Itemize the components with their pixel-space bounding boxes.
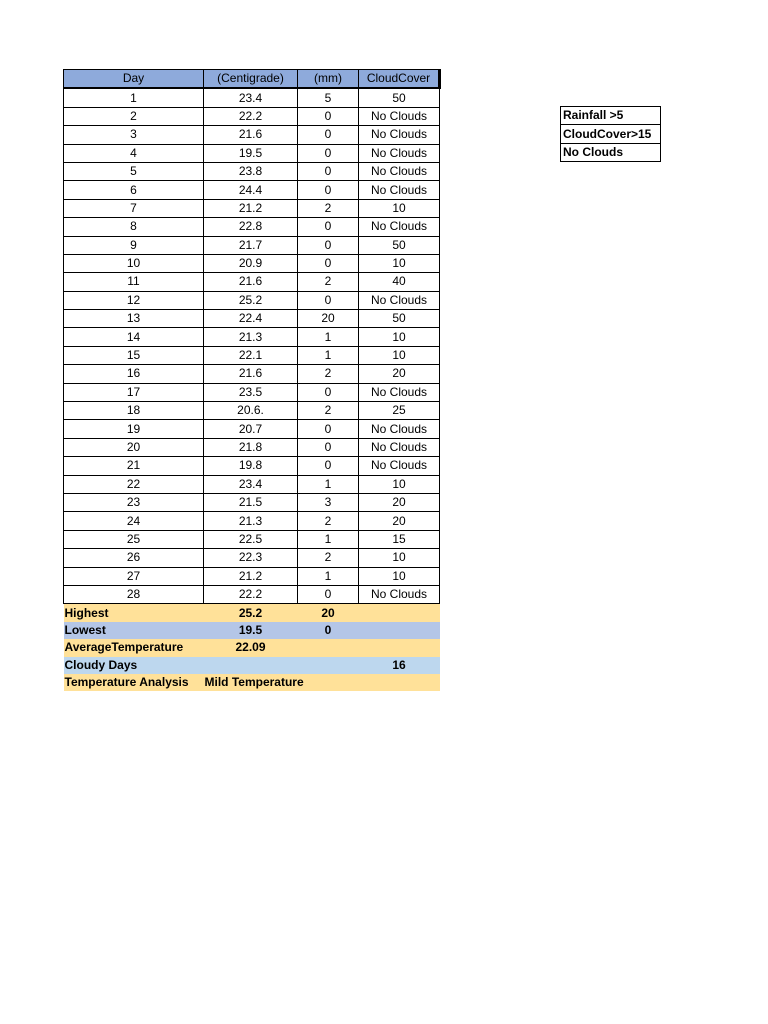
header-temperature[interactable]: (Centigrade) (204, 70, 298, 89)
average-rain[interactable] (298, 639, 359, 656)
day-cell[interactable]: 3 (64, 126, 204, 144)
cloudcover-cell[interactable]: No Clouds (359, 218, 440, 236)
cloudcover-cell[interactable]: 20 (359, 365, 440, 383)
rainfall-cell[interactable]: 3 (298, 493, 359, 511)
day-cell[interactable]: 24 (64, 512, 204, 530)
day-cell[interactable]: 22 (64, 475, 204, 493)
cloudy-temp[interactable] (204, 657, 298, 674)
lowest-label[interactable]: Lowest (64, 622, 204, 639)
average-temp[interactable]: 22.09 (204, 639, 298, 656)
average-cloud[interactable] (359, 639, 440, 656)
rainfall-cell[interactable]: 0 (298, 438, 359, 456)
rainfall-cell[interactable]: 0 (298, 383, 359, 401)
rainfall-cell[interactable]: 1 (298, 530, 359, 548)
day-cell[interactable]: 11 (64, 273, 204, 291)
temperature-cell[interactable]: 21.5 (204, 493, 298, 511)
highest-temp[interactable]: 25.2 (204, 604, 298, 622)
highest-cloud[interactable] (359, 604, 440, 622)
summary-row-cloudy (64, 657, 440, 674)
day-cell[interactable]: 9 (64, 236, 204, 254)
rainfall-cell[interactable]: 0 (298, 107, 359, 125)
table-row (64, 107, 440, 125)
header-cloudcover[interactable]: CloudCover (359, 70, 440, 89)
summary-row-lowest (64, 622, 440, 639)
temperature-cell[interactable]: 19.5 (204, 144, 298, 162)
temperature-cell[interactable]: 22.8 (204, 218, 298, 236)
temperature-cell[interactable]: 20.6. (204, 402, 298, 420)
temperature-cell[interactable]: 21.2 (204, 567, 298, 585)
temperature-cell[interactable]: 21.8 (204, 438, 298, 456)
cloudcover-cell[interactable]: No Clouds (359, 457, 440, 475)
cloudcover-cell[interactable]: No Clouds (359, 107, 440, 125)
cloudcover-cell[interactable]: 40 (359, 273, 440, 291)
day-cell[interactable]: 7 (64, 199, 204, 217)
rainfall-cell[interactable]: 0 (298, 218, 359, 236)
temperature-cell[interactable]: 23.8 (204, 162, 298, 180)
highest-rain[interactable]: 20 (298, 604, 359, 622)
cloudcover-cell[interactable]: 10 (359, 346, 440, 364)
table-row (64, 585, 440, 603)
rainfall-cell[interactable]: 0 (298, 236, 359, 254)
rainfall-cell[interactable]: 0 (298, 291, 359, 309)
average-label[interactable]: AverageTemperature (64, 639, 204, 656)
table-row (64, 420, 440, 438)
table-row (64, 512, 440, 530)
cloudcover-cell[interactable]: 10 (359, 475, 440, 493)
day-cell[interactable]: 20 (64, 438, 204, 456)
temperature-cell[interactable]: 20.7 (204, 420, 298, 438)
temperature-cell[interactable]: 19.8 (204, 457, 298, 475)
rainfall-cell[interactable]: 2 (298, 402, 359, 420)
legend-no-clouds[interactable]: No Clouds (561, 143, 661, 161)
temperature-cell[interactable]: 24.4 (204, 181, 298, 199)
cloudcover-cell[interactable]: 20 (359, 493, 440, 511)
cloudcover-cell[interactable]: 10 (359, 199, 440, 217)
legend-rainfall[interactable]: Rainfall >5 (561, 107, 661, 125)
cloudcover-cell[interactable]: No Clouds (359, 126, 440, 144)
cloudy-count[interactable]: 16 (359, 657, 440, 674)
lowest-rain[interactable]: 0 (298, 622, 359, 639)
cloudcover-cell[interactable]: 25 (359, 402, 440, 420)
day-cell[interactable]: 18 (64, 402, 204, 420)
temperature-cell[interactable]: 21.7 (204, 236, 298, 254)
temperature-cell[interactable]: 22.2 (204, 107, 298, 125)
table-row (64, 475, 440, 493)
cloudcover-cell[interactable]: 15 (359, 530, 440, 548)
rainfall-cell[interactable]: 1 (298, 567, 359, 585)
rainfall-cell[interactable]: 2 (298, 365, 359, 383)
analysis-value[interactable]: Mild Temperature (204, 674, 359, 691)
header-row (64, 70, 440, 89)
cloudcover-cell[interactable]: 50 (359, 88, 440, 107)
analysis-cloud[interactable] (359, 674, 440, 691)
day-cell[interactable]: 19 (64, 420, 204, 438)
day-cell[interactable]: 27 (64, 567, 204, 585)
cloudcover-cell[interactable]: 50 (359, 236, 440, 254)
cloudcover-cell[interactable]: 10 (359, 567, 440, 585)
day-cell[interactable]: 17 (64, 383, 204, 401)
cloudy-rain[interactable] (298, 657, 359, 674)
day-cell[interactable]: 6 (64, 181, 204, 199)
rainfall-cell[interactable]: 5 (298, 88, 359, 107)
rainfall-cell[interactable]: 1 (298, 475, 359, 493)
day-cell[interactable]: 28 (64, 585, 204, 603)
rainfall-cell[interactable]: 20 (298, 310, 359, 328)
temperature-cell[interactable]: 22.2 (204, 585, 298, 603)
table-row (64, 402, 440, 420)
table-row (64, 438, 440, 456)
temperature-cell[interactable]: 21.6 (204, 365, 298, 383)
cloudcover-cell[interactable]: 20 (359, 512, 440, 530)
cloudcover-cell[interactable]: No Clouds (359, 162, 440, 180)
rainfall-cell[interactable]: 1 (298, 346, 359, 364)
temperature-cell[interactable]: 21.3 (204, 328, 298, 346)
summary-body (64, 604, 440, 691)
summary-row-average (64, 639, 440, 656)
rainfall-cell[interactable]: 2 (298, 199, 359, 217)
cloudcover-cell[interactable]: 10 (359, 328, 440, 346)
rainfall-cell[interactable]: 0 (298, 126, 359, 144)
legend-box (560, 106, 661, 162)
cloudcover-cell[interactable]: 10 (359, 549, 440, 567)
rainfall-cell[interactable]: 0 (298, 585, 359, 603)
cloudcover-cell[interactable]: No Clouds (359, 291, 440, 309)
day-cell[interactable]: 15 (64, 346, 204, 364)
rainfall-cell[interactable]: 0 (298, 420, 359, 438)
day-cell[interactable]: 12 (64, 291, 204, 309)
temperature-cell[interactable]: 21.2 (204, 199, 298, 217)
rainfall-cell[interactable]: 0 (298, 144, 359, 162)
summary-row-highest (64, 604, 440, 622)
header-rainfall[interactable]: (mm) (298, 70, 359, 89)
table-row (64, 365, 440, 383)
table-row (64, 457, 440, 475)
table-row (64, 383, 440, 401)
day-cell[interactable]: 16 (64, 365, 204, 383)
temperature-cell[interactable]: 22.3 (204, 549, 298, 567)
temperature-cell[interactable]: 21.6 (204, 126, 298, 144)
table-row (64, 549, 440, 567)
rainfall-cell[interactable]: 2 (298, 512, 359, 530)
table-row (64, 567, 440, 585)
table-row (64, 199, 440, 217)
data-body (64, 88, 440, 603)
temperature-cell[interactable]: 25.2 (204, 291, 298, 309)
day-cell[interactable]: 8 (64, 218, 204, 236)
day-cell[interactable]: 1 (64, 88, 204, 107)
temperature-cell[interactable]: 22.1 (204, 346, 298, 364)
cloudcover-cell[interactable]: 10 (359, 254, 440, 272)
header-day[interactable]: Day (64, 70, 204, 89)
cloudcover-cell[interactable]: 50 (359, 310, 440, 328)
table-row (64, 126, 440, 144)
table-row (64, 530, 440, 548)
analysis-label[interactable]: Temperature Analysis (64, 674, 204, 691)
cloudy-label[interactable]: Cloudy Days (64, 657, 204, 674)
table-row (64, 310, 440, 328)
table-row (64, 291, 440, 309)
table-row (64, 162, 440, 180)
cloudcover-cell[interactable]: No Clouds (359, 144, 440, 162)
temperature-cell[interactable]: 22.4 (204, 310, 298, 328)
table-row (64, 218, 440, 236)
day-cell[interactable]: 2 (64, 107, 204, 125)
rainfall-cell[interactable]: 0 (298, 162, 359, 180)
table-row (64, 254, 440, 272)
rainfall-cell[interactable]: 2 (298, 273, 359, 291)
temperature-cell[interactable]: 22.5 (204, 530, 298, 548)
table-row (64, 346, 440, 364)
rainfall-cell[interactable]: 0 (298, 181, 359, 199)
table-row (64, 493, 440, 511)
day-cell[interactable]: 10 (64, 254, 204, 272)
temperature-cell[interactable]: 23.4 (204, 88, 298, 107)
lowest-temp[interactable]: 19.5 (204, 622, 298, 639)
day-cell[interactable]: 23 (64, 493, 204, 511)
weather-table (63, 69, 441, 691)
day-cell[interactable]: 26 (64, 549, 204, 567)
temperature-cell[interactable]: 21.6 (204, 273, 298, 291)
legend-cloudcover[interactable]: CloudCover>15 (561, 125, 661, 143)
day-cell[interactable]: 21 (64, 457, 204, 475)
temperature-cell[interactable]: 21.3 (204, 512, 298, 530)
temperature-cell[interactable]: 23.5 (204, 383, 298, 401)
cloudcover-cell[interactable]: No Clouds (359, 585, 440, 603)
cloudcover-cell[interactable]: No Clouds (359, 420, 440, 438)
day-cell[interactable]: 14 (64, 328, 204, 346)
rainfall-cell[interactable]: 0 (298, 457, 359, 475)
table-row (64, 273, 440, 291)
temperature-cell[interactable]: 20.9 (204, 254, 298, 272)
table-row (64, 328, 440, 346)
rainfall-cell[interactable]: 2 (298, 549, 359, 567)
summary-row-analysis (64, 674, 440, 691)
table-row (64, 236, 440, 254)
day-cell[interactable]: 5 (64, 162, 204, 180)
table-row (64, 88, 440, 107)
cloudcover-cell[interactable]: No Clouds (359, 181, 440, 199)
table-row (64, 144, 440, 162)
rainfall-cell[interactable]: 0 (298, 254, 359, 272)
day-cell[interactable]: 25 (64, 530, 204, 548)
rainfall-cell[interactable]: 1 (298, 328, 359, 346)
highest-label[interactable]: Highest (64, 604, 204, 622)
cloudcover-cell[interactable]: No Clouds (359, 383, 440, 401)
table-row (64, 181, 440, 199)
day-cell[interactable]: 4 (64, 144, 204, 162)
temperature-cell[interactable]: 23.4 (204, 475, 298, 493)
day-cell[interactable]: 13 (64, 310, 204, 328)
cloudcover-cell[interactable]: No Clouds (359, 438, 440, 456)
lowest-cloud[interactable] (359, 622, 440, 639)
